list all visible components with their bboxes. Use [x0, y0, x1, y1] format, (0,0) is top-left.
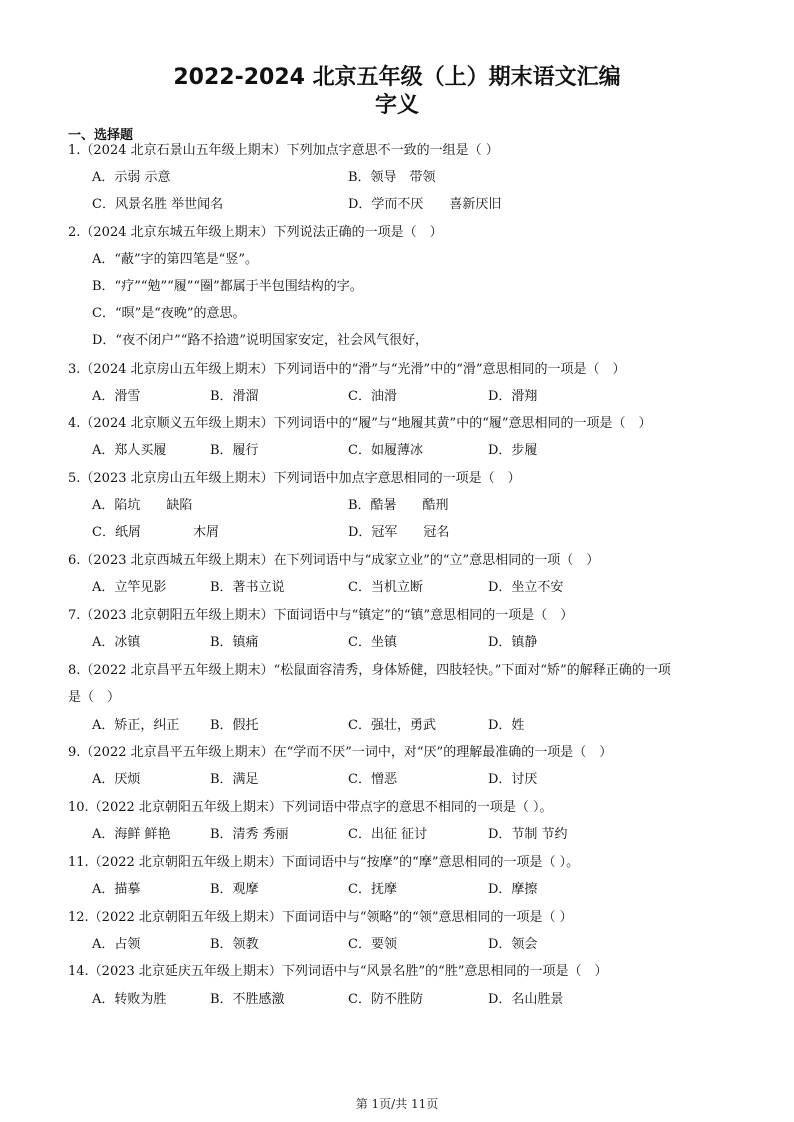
- answer-option: B．不胜感激: [210, 992, 285, 1007]
- answer-option: D．“夜不闭户”“路不拾遗”说明国家安定，社会风气很好，: [92, 333, 429, 348]
- question-stem: 9.（2022 北京昌平五年级上期末）在“学而不厌”一词中，对“厌”的理解最准确的一项是（ ）: [68, 745, 613, 760]
- answer-option: C．抚摩: [348, 882, 397, 897]
- answer-option: A．转败为胜: [92, 992, 167, 1007]
- answer-option: D．姓: [488, 718, 525, 733]
- answer-option: B．镇痛: [210, 635, 259, 650]
- document-subtitle: 字义: [374, 93, 419, 118]
- question-stem: 5.（2023 北京房山五年级上期末）下列词语中加点字意思相同的一项是（ ）: [68, 471, 521, 486]
- answer-option: C．防不胜防: [348, 992, 423, 1007]
- answer-option: D．学而不厌 喜新厌旧: [348, 197, 502, 212]
- answer-option: A．陷坑 缺陷: [92, 498, 193, 513]
- answer-option: D．名山胜景: [488, 992, 564, 1007]
- section-heading: 一、选择题: [68, 128, 134, 143]
- answer-option: C．憎恶: [348, 772, 397, 787]
- answer-option: C．风景名胜 举世闻名: [92, 197, 224, 212]
- answer-option: D．讨厌: [488, 772, 538, 787]
- question-stem: 11.（2022 北京朝阳五年级上期末）下面词语中与“按摩”的“摩”意思相同的一项是（ ）。: [68, 855, 580, 870]
- question-stem: 1.（2024 北京石景山五年级上期末）下列加点字意思不一致的一组是（ ）: [68, 143, 499, 158]
- answer-option: D．镇静: [488, 635, 538, 650]
- question-stem: 6.（2023 北京西城五年级上期末）在下列词语中与“成家立业”的“立”意思相同的一项（ ）: [68, 553, 600, 568]
- answer-option: D．节制 节约: [488, 827, 568, 842]
- answer-option: C．要领: [348, 937, 397, 952]
- answer-option: B．履行: [210, 443, 259, 458]
- answer-option: C．如履薄冰: [348, 443, 423, 458]
- answer-option: B．滑溜: [210, 389, 259, 404]
- answer-option: C．坐镇: [348, 635, 397, 650]
- answer-option: A．“蔽”字的第四笔是“竖”。: [92, 252, 258, 267]
- answer-option: A．矫正，纠正: [92, 718, 180, 733]
- answer-option: C．纸屑 木屑: [92, 525, 219, 540]
- answer-option: A．示弱 示意: [92, 170, 171, 185]
- answer-option: B．清秀 秀丽: [210, 827, 289, 842]
- answer-option: C．“暝”是“夜晚”的意思。: [92, 306, 246, 321]
- answer-option: A．描摹: [92, 882, 141, 897]
- answer-option: A．占领: [92, 937, 141, 952]
- answer-option: B．假托: [210, 718, 259, 733]
- page-footer: 第 1页/共 11页: [355, 1097, 439, 1111]
- answer-option: C．油滑: [348, 389, 397, 404]
- question-stem: 14.（2023 北京延庆五年级上期末）下列词语中与“风景名胜”的“胜”意思相同的一项是（ ）: [68, 964, 608, 979]
- answer-option: D．冠军 冠名: [348, 525, 450, 540]
- answer-option: C．出征 征讨: [348, 827, 428, 842]
- answer-option: B．观摩: [210, 882, 259, 897]
- question-stem: 7.（2023 北京朝阳五年级上期末）下面词语中与“镇定”的“镇”意思相同的一项是（ ）: [68, 608, 574, 623]
- answer-option: B．“疗”“勉”“履”“圈”都属于半包围结构的字。: [92, 279, 363, 294]
- answer-option: B．领导 带领: [348, 170, 436, 185]
- answer-option: B．满足: [210, 772, 259, 787]
- question-stem-continued: 是（ ）: [68, 690, 121, 705]
- answer-option: D．领会: [488, 937, 538, 952]
- answer-option: A．冰镇: [92, 635, 141, 650]
- question-stem: 2.（2024 北京东城五年级上期末）下列说法正确的一项是（ ）: [68, 225, 443, 240]
- question-stem: 12.（2022 北京朝阳五年级上期末）下面词语中与“领略”的“领”意思相同的一项是（ ）: [68, 910, 573, 925]
- answer-option: D．摩擦: [488, 882, 538, 897]
- answer-option: A．立竿见影: [92, 580, 167, 595]
- answer-option: A．厌烦: [92, 772, 141, 787]
- answer-option: B．领教: [210, 937, 259, 952]
- question-stem: 10.（2022 北京朝阳五年级上期末）下列词语中带点字的意思不相同的一项是（ ）。: [68, 800, 553, 815]
- answer-option: A．海鲜 鲜艳: [92, 827, 171, 842]
- answer-option: B．著书立说: [210, 580, 285, 595]
- document-title: 2022-2024 北京五年级（上）期末语文汇编: [173, 65, 621, 90]
- answer-option: A．郑人买履: [92, 443, 167, 458]
- answer-option: D．滑翔: [488, 389, 538, 404]
- answer-option: B．酷暑 酷刑: [348, 498, 449, 513]
- answer-option: D．步履: [488, 443, 538, 458]
- question-stem: 3.（2024 北京房山五年级上期末）下列词语中的“滑”与“光滑”中的“滑”意思相同的一项是（ ）: [68, 362, 626, 377]
- answer-option: A．滑雪: [92, 389, 141, 404]
- answer-option: D．坐立不安: [488, 580, 564, 595]
- answer-option: C．强壮，勇武: [348, 718, 436, 733]
- question-stem: 8.（2022 北京昌平五年级上期末）“松鼠面容清秀，身体矫健，四肢轻快。”下面对“矫”的解释正确的一项: [68, 663, 671, 678]
- answer-option: C．当机立断: [348, 580, 423, 595]
- question-stem: 4.（2024 北京顺义五年级上期末）下列词语中的“履”与“地履其黄”中的“履”意思相同的一项是（ ）: [68, 416, 652, 431]
